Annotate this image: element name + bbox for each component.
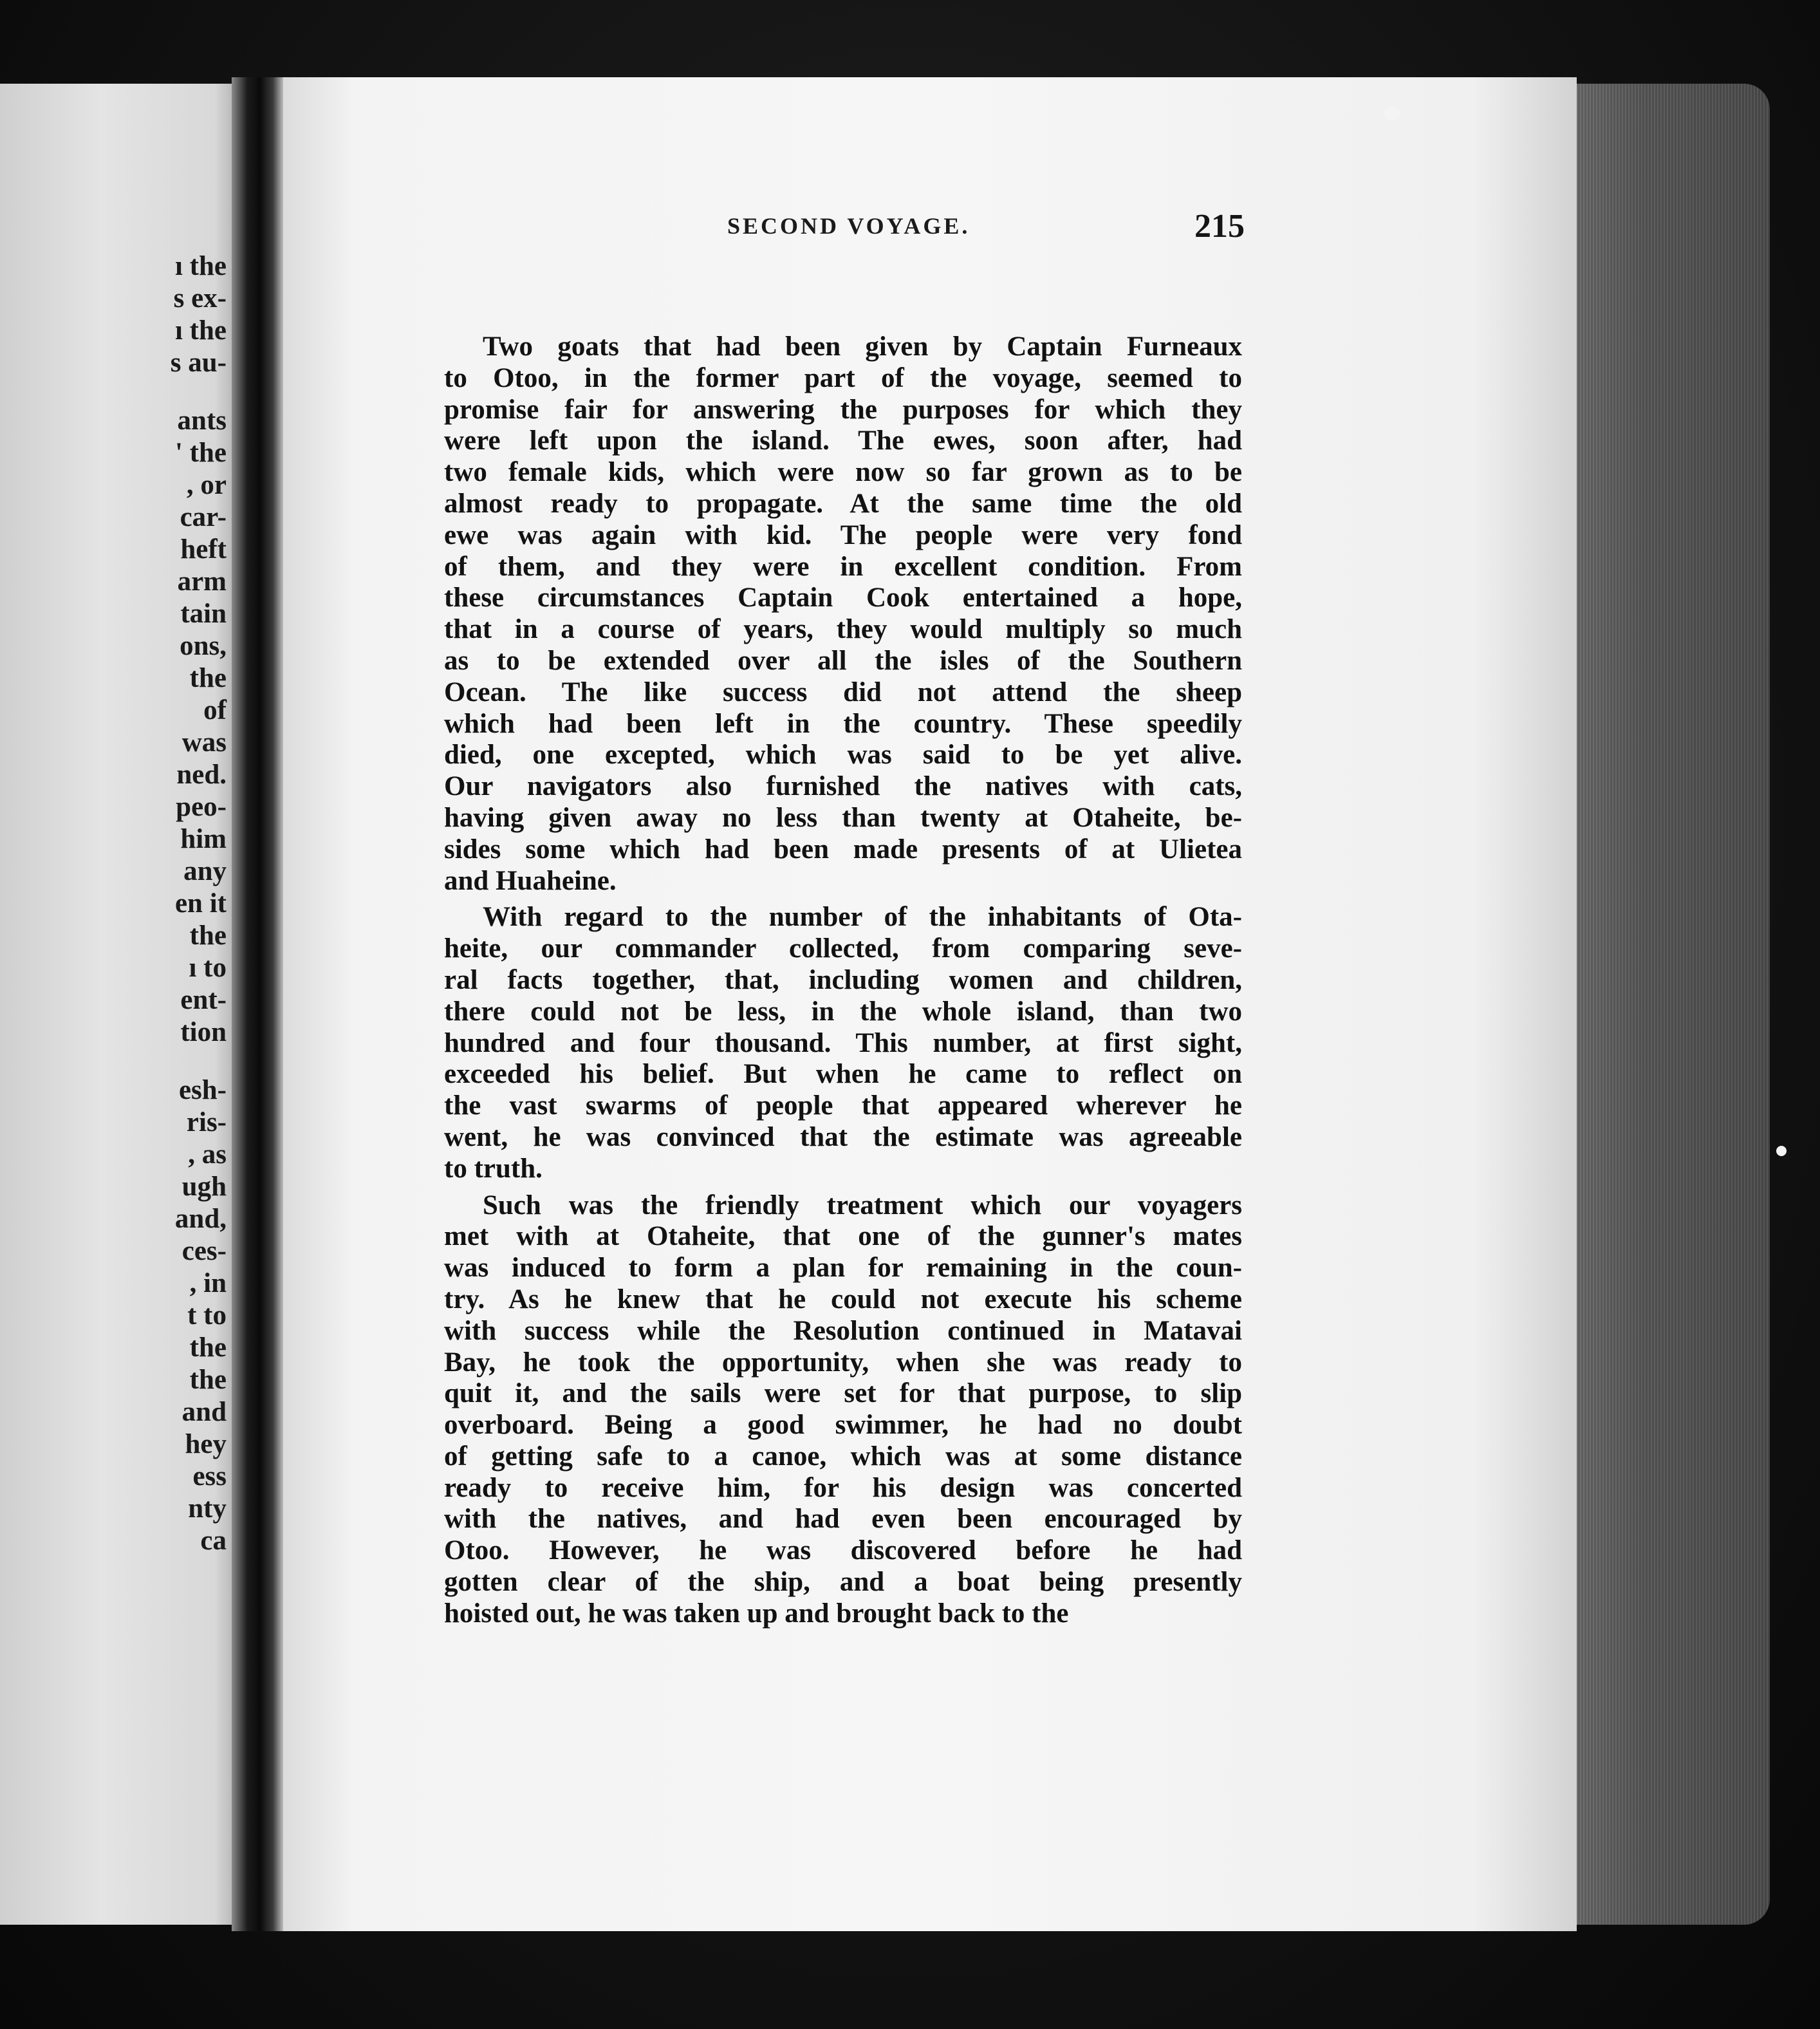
previous-page-text-fragment: the [189, 921, 227, 951]
text-line: Two goats that had been given by Captain Furneaux [483, 332, 1242, 362]
previous-page-text-fragment: s au- [170, 348, 227, 378]
paragraph [444, 332, 1242, 897]
previous-page-text-fragment: s ex- [173, 283, 227, 313]
previous-page-text-fragment: was [181, 727, 227, 758]
text-line: was induced to form a plan for remaining in the coun- [444, 1253, 1242, 1284]
previous-page-text-fragment: , as [188, 1139, 227, 1170]
previous-page-text-fragment: tain [180, 599, 227, 629]
previous-page-text-fragment: ned. [176, 760, 227, 790]
previous-page-text-fragment: , in [189, 1268, 227, 1298]
text-line: hundred and four thousand. This number, at first sight, [444, 1027, 1242, 1058]
previous-page-text-fragment: tion [180, 1017, 227, 1047]
text-line: try. As he knew that he could not execute his scheme [444, 1284, 1242, 1314]
previous-page-text-fragment: and, [174, 1204, 227, 1234]
text-line: of them, and they were in excellent condition. From [444, 551, 1242, 582]
previous-page-text-fragment: and [181, 1397, 227, 1427]
running-head: SECOND VOYAGE. [727, 213, 970, 239]
previous-page-text-fragment: any [183, 856, 227, 886]
text-line: were left upon the island. The ewes, soon after, had [444, 425, 1242, 456]
previous-page-text-fragment: the [189, 663, 227, 693]
previous-page-text-fragment: nty [188, 1493, 227, 1524]
dust-speck [1384, 106, 1400, 120]
text-line: hoisted out, he was taken up and brought back to the [444, 1598, 1069, 1629]
text-line: the vast swarms of people that appeared wherever he [444, 1090, 1242, 1121]
previous-page-text-fragment: ess [192, 1461, 227, 1491]
previous-page-text-fragment: ris- [186, 1107, 227, 1137]
text-line: Our navigators also furnished the natives with cats, [444, 771, 1242, 802]
text-line: as to be extended over all the isles of the Southern [444, 645, 1242, 676]
previous-page-text-fragment: arm [177, 566, 227, 597]
page-fore-edge [1557, 84, 1770, 1925]
previous-page-text-fragment: the [189, 1332, 227, 1363]
text-line: to truth. [444, 1153, 543, 1184]
previous-page-text-fragment: car- [180, 502, 227, 532]
previous-page-text-fragment: ' the [174, 438, 227, 468]
text-line: ral facts together, that, including women and children, [444, 964, 1242, 995]
previous-page-text-fragment: ı the [174, 251, 227, 281]
text-line: overboard. Being a good swimmer, he had no doubt [444, 1410, 1242, 1441]
dust-speck [463, 84, 479, 103]
binding-gutter [232, 77, 283, 1931]
previous-page-text-fragment: ı to [189, 953, 227, 983]
paragraph [444, 1190, 1242, 1630]
paragraph [444, 902, 1242, 1184]
text-line: went, he was convinced that the estimate was agreeable [444, 1121, 1242, 1152]
previous-page-text-fragment: the [189, 1365, 227, 1395]
previous-page-text-fragment: heft [180, 534, 227, 565]
previous-page-text-fragment: ugh [181, 1172, 227, 1202]
text-line: promise fair for answering the purposes for which they [444, 394, 1242, 425]
text-line: heite, our commander collected, from comparing seve- [444, 933, 1242, 964]
previous-page [0, 84, 252, 1925]
text-line: and Huaheine. [444, 865, 617, 896]
text-line: having given away no less than twenty at Otaheite, be- [444, 802, 1242, 833]
text-line: sides some which had been made presents of at Ulietea [444, 834, 1242, 865]
previous-page-text-fragment: hey [185, 1429, 227, 1459]
previous-page-text-fragment: en it [174, 888, 227, 919]
text-line: ready to receive him, for his design was concerted [444, 1472, 1242, 1503]
text-line: two female kids, which were now so far grown as to be [444, 457, 1242, 488]
previous-page-text-fragment: ants [177, 406, 227, 436]
previous-page-text-fragment: ces- [181, 1236, 227, 1266]
previous-page-text-fragment: peo- [176, 792, 227, 822]
text-line: that in a course of years, they would multiply so much [444, 614, 1242, 645]
text-line: quit it, and the sails were set for that purpose, to slip [444, 1378, 1242, 1409]
text-line: of getting safe to a canoe, which was at some distance [444, 1441, 1242, 1472]
text-line: met with at Otaheite, that one of the gunner's mates [444, 1221, 1242, 1252]
previous-page-text-fragment: ı the [174, 315, 227, 346]
text-line: died, one excepted, which was said to be yet alive. [444, 740, 1242, 771]
text-line: ewe was again with kid. The people were very fond [444, 519, 1242, 550]
previous-page-text-fragment: , or [186, 470, 227, 500]
text-line: to Otoo, in the former part of the voyage, seemed to [444, 362, 1242, 393]
body-text [444, 332, 1242, 1635]
previous-page-text-fragment: esh- [178, 1075, 227, 1105]
text-line: Otoo. However, he was discovered before he had [444, 1535, 1242, 1566]
dust-speck [1776, 1146, 1787, 1156]
previous-page-text-fragment: ca [200, 1526, 227, 1556]
text-line: gotten clear of the ship, and a boat being presently [444, 1567, 1242, 1598]
previous-page-text-fragment: ons, [180, 631, 227, 661]
page-number: 215 [1194, 208, 1245, 245]
text-line: Ocean. The like success did not attend the sheep [444, 677, 1242, 707]
text-line: with the natives, and had even been encouraged by [444, 1504, 1242, 1535]
previous-page-text-fragment: of [203, 695, 227, 725]
text-line: Bay, he took the opportunity, when she was ready to [444, 1347, 1242, 1378]
page-header [450, 207, 1245, 246]
text-line: with success while the Resolution continued in Matavai [444, 1315, 1242, 1346]
previous-page-text-fragment: him [180, 824, 227, 854]
text-line: which had been left in the country. These speedily [444, 708, 1242, 739]
previous-page-text-fragment: t to [187, 1300, 227, 1331]
text-line: exceeded his belief. But when he came to reflect on [444, 1059, 1242, 1090]
text-line: these circumstances Captain Cook entertained a hope, [444, 583, 1242, 613]
previous-page-text-fragment: ent- [180, 985, 227, 1015]
text-line: almost ready to propagate. At the same time the old [444, 488, 1242, 519]
text-line: With regard to the number of the inhabitants of Ota- [483, 902, 1242, 933]
text-line: there could not be less, in the whole island, than two [444, 996, 1242, 1027]
text-line: Such was the friendly treatment which our voyagers [483, 1190, 1242, 1220]
